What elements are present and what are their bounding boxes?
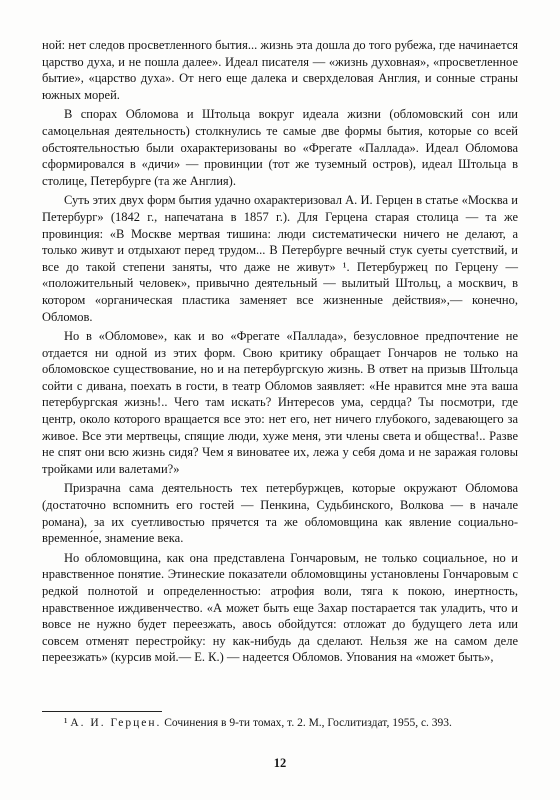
paragraph: Призрачна сама деятельность тех петербуржцев, которые окружают Обломова (достаточно вспомнить его гостей — Пенкина, Судьбинского, Волкова — в начале романа), за их суетливостью прячется та же обломовщина как явление социально-временно́е, знамение века. <box>42 481 518 546</box>
footnote <box>42 716 518 731</box>
body-text <box>42 37 518 668</box>
page-number: 12 <box>273 756 287 770</box>
paragraph: Но обломовщина, как она представлена Гончаровым, не только социальное, но и нравственное понятие. Этинеские показатели обломовщины установлены Гончаровым с редкой полнотой и определенностью: атрофия воли, тяга к покою, инертность, нравственное иждивенчество. «А может быть еще Захар постарается так уладить, что и вовсе не нужно будет переезжать, авось обойдутся: отложат до будущего лета или совсем отменят перестройку: ну как-нибудь да сделают. Нельзя же на самом деле переезжать» (курсив мой.— Е. К.) — надеется Обломов. Упования на «может быть», <box>42 550 518 665</box>
footnote-text: Сочинения в 9-ти томах, т. 2. М., Гослитиздат, 1955, с. 393. <box>164 717 452 729</box>
footnote-divider <box>42 711 162 712</box>
paragraph: В спорах Обломова и Штольца вокруг идеала жизни (обломовский сон или самоцельная деятельность) столкнулись те самые две формы бытия, которые со всей обстоятельностью были охарактеризованы во «Фрегате «Паллада». Идеал Обломова сформировался в «дичи» — провинции (тот же туземный остров), идеал Штольца в столице, Петербурге (та же Англия). <box>42 107 518 188</box>
paragraph: Но в «Обломове», как и во «Фрегате «Паллада», безусловное предпочтение не отдается ни одной из этих форм. Свою критику обращает Гончаров не только на обломовское существование, но и на петербургскую жизнь. В ответ на призыв Штольца сойти с дивана, поехать в гости, в театр Обломов заявляет: «Не нравится мне эта ваша петербургская жизнь!.. Чего там искать? Интересов ума, сердца? Ты посмотри, где центр, около которого вращается все это: нет его, нет ничего глубокого, задевающего за живое. Все эти мертвецы, спящие люди, хуже меня, эти члены света и общества!.. Разве не спят они всю жизнь сидя? Чем я виноватее их, лежа у себя дома и не заражая головы тройками или валетами?» <box>42 329 518 476</box>
footnote-body <box>42 716 518 731</box>
footnote-author: А. И. Герцен. <box>70 717 162 729</box>
footnote-marker: ¹ <box>64 717 68 729</box>
paragraph: ной: нет следов просветленного бытия... жизнь эта дошла до того рубежа, где начинается царство духа, и не пошла далее». Идеал писателя — «жизнь духовная», «просветленное бытие», «царство духа». От него еще далека и сверхделовая Англия, и сонные страны южных морей. <box>42 38 518 102</box>
paragraph: Суть этих двух форм бытия удачно охарактеризовал А. И. Герцен в статье «Москва и Петербург» (1842 г., напечатана в 1857 г.). Для Герцена старая столица — та же провинция: «В Москве мертвая тишина: люди систематически ничего не делают, а только живут и отдыхают перед трудом... В Петербурге вечный стук суеты суетствий, и все до такой степени заняты, что даже не живут» ¹. Петербуржец по Герцену — «положительный человек», привычно деятельный — вылитый Штольц, а москвич, в котором «органическая пластика заменяет все жизненные действия»,— конечно, Обломов. <box>42 193 518 324</box>
